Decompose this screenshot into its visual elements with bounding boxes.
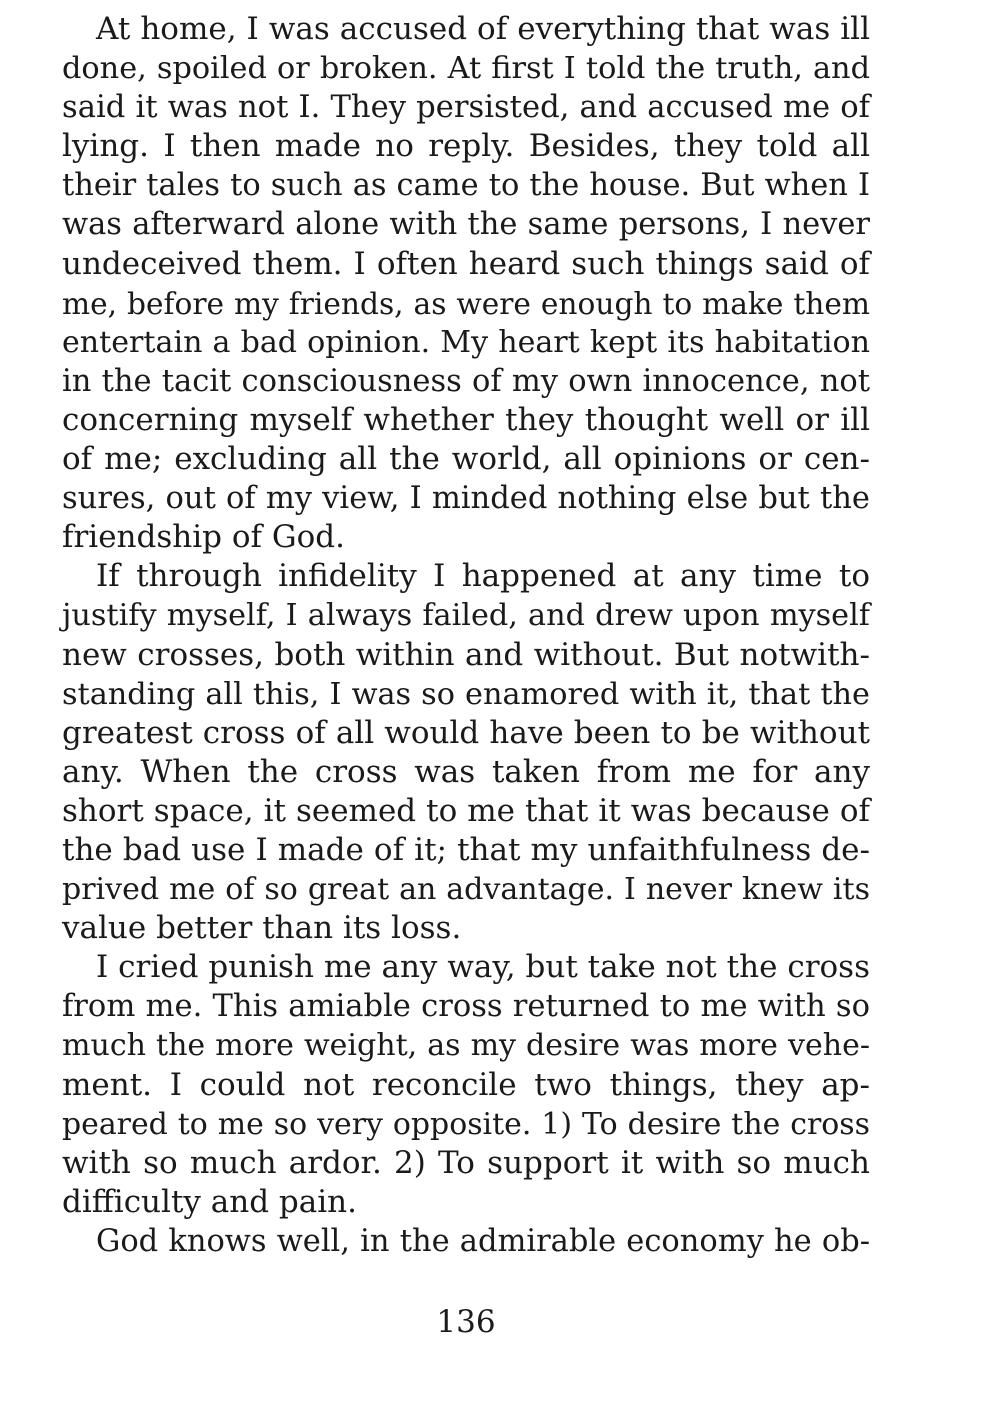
text-line: me, before my friends, as were enough to make them (62, 285, 870, 321)
text-line: their tales to such as came to the house. But when I (62, 168, 870, 204)
text-line: in the tacit consciousness of my own innocence, not (62, 363, 870, 399)
page-number: 136 (436, 1304, 496, 1340)
paragraph-1 (62, 10, 870, 557)
text-line: undeceived them. I often heard such things said of (62, 245, 870, 282)
text-line: peared to me so very opposite. 1) To desire the cross (62, 1106, 870, 1142)
body-text (62, 10, 870, 1261)
text-line: of me; excluding all the world, all opinions or cen- (62, 441, 870, 478)
paragraph-3 (62, 948, 870, 1222)
text-line: done, spoiled or broken. At first I told the truth, and (62, 51, 870, 87)
paragraph-2 (62, 557, 870, 948)
text-line: concerning myself whether they thought well or ill (62, 401, 870, 438)
text-line: difficulty and pain. (62, 1183, 357, 1220)
text-line: standing all this, I was so enamored with it, that the (62, 676, 870, 712)
text-line: greatest cross of all would have been to be without (62, 714, 870, 751)
text-line: new crosses, both within and without. But notwith- (62, 636, 870, 673)
text-line: friendship of God. (62, 519, 345, 556)
text-line: At home, I was accused of everything that was ill (96, 11, 870, 47)
text-line: value better than its loss. (62, 910, 462, 947)
text-line: any. When the cross was taken from me for any (62, 753, 870, 790)
text-line: I cried punish me any way, but take not the cross (96, 949, 870, 986)
text-line: was afterward alone with the same persons, I never (62, 207, 870, 243)
text-line: the bad use I made of it; that my unfaithfulness de- (62, 831, 870, 868)
text-line: much the more weight, as my desire was more vehe- (62, 1028, 870, 1064)
text-line: justify myself, I always failed, and drew upon myself (62, 598, 870, 634)
text-line: with so much ardor. 2) To support it with so much (62, 1144, 870, 1181)
text-line: If through infidelity I happened at any time to (96, 558, 870, 595)
text-line: said it was not I. They persisted, and accused me of (62, 90, 870, 126)
text-line: lying. I then made no reply. Besides, they told all (62, 128, 870, 165)
text-line: prived me of so great an advantage. I never knew its (62, 872, 870, 908)
text-line: entertain a bad opinion. My heart kept its habitation (62, 324, 870, 360)
book-page (62, 10, 870, 1401)
paragraph-4 (62, 1222, 870, 1261)
text-line: sures, out of my view, I minded nothing else but the (62, 481, 870, 517)
text-line: short space, it seemed to me that it was because of (62, 792, 870, 829)
text-line: God knows well, in the admirable economy he ob- (96, 1223, 870, 1259)
text-line: ment. I could not reconcile two things, they ap- (62, 1066, 870, 1103)
text-line: from me. This amiable cross returned to me with so (62, 989, 870, 1025)
